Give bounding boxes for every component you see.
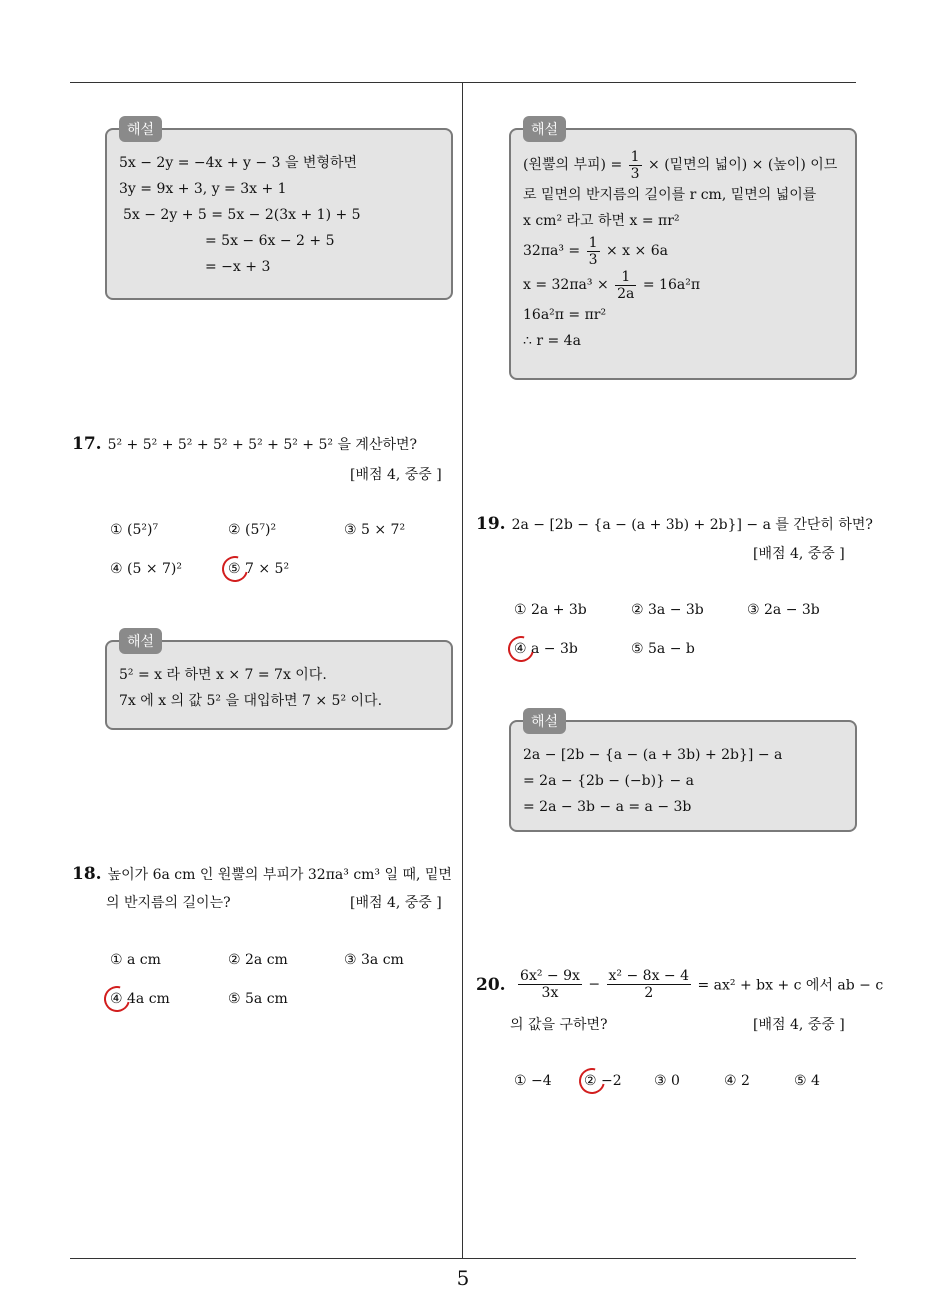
fraction-denominator: 3x bbox=[541, 985, 559, 1001]
solution-line: = 2a − {2b − (−b)} − a bbox=[523, 773, 694, 789]
question-text: 5² + 5² + 5² + 5² + 5² + 5² + 5² 을 계산하면? bbox=[107, 437, 418, 453]
choice-3[interactable]: ③ 3a cm bbox=[344, 952, 404, 968]
question-18-line2: 의 반지름의 길이는? bbox=[106, 895, 231, 911]
question-number: 17. bbox=[72, 434, 102, 454]
score-label: [배점 4, 중중 ] bbox=[753, 546, 845, 562]
solution-line bbox=[523, 268, 843, 302]
solution-line: 5x − 2y = −4x + y − 3 을 변형하면 bbox=[119, 155, 358, 171]
fraction-numerator: 1 bbox=[630, 148, 640, 165]
solution-line bbox=[523, 148, 843, 182]
fraction bbox=[629, 149, 642, 182]
question-17 bbox=[72, 434, 417, 454]
solution-text: = 16a²π bbox=[642, 277, 701, 293]
choice-5[interactable]: ⑤ 7 × 5² bbox=[228, 561, 290, 577]
question-number: 20. bbox=[476, 974, 506, 995]
solution-box-17 bbox=[105, 634, 453, 730]
top-rule bbox=[70, 82, 856, 83]
solution-line: = −x + 3 bbox=[205, 259, 271, 275]
choice-3[interactable]: ③ 0 bbox=[654, 1073, 680, 1089]
question-20 bbox=[476, 968, 883, 1001]
solution-line: 2a − [2b − {a − (a + 3b) + 2b}] − a bbox=[523, 747, 783, 763]
solution-line: = 2a − 3b − a = a − 3b bbox=[523, 799, 692, 815]
question-text: 높이가 6a cm 인 원뿔의 부피가 32πa³ cm³ 일 때, 밑면 bbox=[107, 867, 452, 883]
bottom-rule bbox=[70, 1258, 856, 1259]
choice-1[interactable]: ① 2a + 3b bbox=[514, 602, 587, 618]
score-label: [배점 4, 중중 ] bbox=[350, 895, 442, 911]
solution-line bbox=[523, 234, 843, 268]
solution-line: ∴ r = 4a bbox=[523, 333, 581, 349]
choice-2[interactable]: ② (5⁷)² bbox=[228, 522, 277, 538]
fraction-numerator: x² − 8x − 4 bbox=[608, 968, 690, 984]
solution-box-19 bbox=[509, 714, 857, 832]
solution-line: = 5x − 6x − 2 + 5 bbox=[205, 233, 335, 249]
answer-mark-circle bbox=[99, 981, 135, 1017]
choice-4[interactable]: ④ 2 bbox=[724, 1073, 750, 1089]
operator: − bbox=[588, 976, 601, 993]
fraction bbox=[587, 235, 600, 268]
question-18 bbox=[72, 864, 452, 884]
fraction-numerator: 1 bbox=[588, 234, 598, 251]
choice-4[interactable]: ④ (5 × 7)² bbox=[110, 561, 182, 577]
solution-line: 16a²π = πr² bbox=[523, 307, 607, 323]
score-label: [배점 4, 중중 ] bbox=[753, 1017, 845, 1033]
solution-text: (원뿔의 부피) = bbox=[523, 157, 623, 173]
solution-line: x cm² 라고 하면 x = πr² bbox=[523, 213, 680, 229]
solution-line: 5x − 2y + 5 = 5x − 2(3x + 1) + 5 bbox=[123, 207, 361, 223]
choice-5[interactable]: ⑤ 4 bbox=[794, 1073, 820, 1089]
score-label: [배점 4, 중중 ] bbox=[350, 467, 442, 483]
choice-2[interactable]: ② 2a cm bbox=[228, 952, 288, 968]
choice-1[interactable]: ① a cm bbox=[110, 952, 161, 968]
fraction bbox=[607, 968, 691, 1001]
question-number: 18. bbox=[72, 864, 102, 884]
solution-line: 로 밑면의 반지름의 길이를 r cm, 밑면의 넓이를 bbox=[523, 187, 817, 203]
solution-box-18 bbox=[509, 122, 857, 380]
question-text: 2a − [2b − {a − (a + 3b) + 2b}] − a 를 간단히 하면? bbox=[511, 517, 873, 533]
solution-text: × (밑면의 넓이) × (높이) 이므 bbox=[648, 157, 838, 173]
fraction-denominator: 3 bbox=[588, 251, 598, 268]
question-text: = ax² + bx + c 에서 ab − c bbox=[697, 977, 884, 994]
column-divider bbox=[462, 82, 463, 1258]
solution-line: 5² = x 라 하면 x × 7 = 7x 이다. bbox=[119, 667, 327, 683]
question-20-line2: 의 값을 구하면? bbox=[510, 1017, 608, 1033]
solution-label: 해설 bbox=[523, 708, 566, 734]
solution-line: 3y = 9x + 3, y = 3x + 1 bbox=[119, 181, 287, 197]
answer-mark-circle bbox=[217, 551, 253, 587]
question-number: 19. bbox=[476, 514, 506, 534]
choice-3[interactable]: ③ 5 × 7² bbox=[344, 522, 406, 538]
choice-4[interactable]: ④ 4a cm bbox=[110, 991, 170, 1007]
choice-5[interactable]: ⑤ 5a cm bbox=[228, 991, 288, 1007]
fraction-numerator: 1 bbox=[615, 269, 636, 286]
solution-label: 해설 bbox=[523, 116, 566, 142]
fraction bbox=[518, 968, 582, 1001]
solution-box-16 bbox=[105, 122, 453, 300]
solution-text: 32πa³ = bbox=[523, 243, 581, 259]
fraction-numerator: 6x² − 9x bbox=[520, 968, 580, 984]
choice-3[interactable]: ③ 2a − 3b bbox=[747, 602, 820, 618]
solution-text: × x × 6a bbox=[605, 243, 668, 259]
question-19 bbox=[476, 514, 873, 534]
choice-5[interactable]: ⑤ 5a − b bbox=[631, 641, 695, 657]
solution-label: 해설 bbox=[119, 116, 162, 142]
fraction-denominator: 2 bbox=[644, 985, 654, 1001]
solution-text: x = 32πa³ × bbox=[523, 277, 609, 293]
choice-2[interactable]: ② −2 bbox=[584, 1073, 622, 1089]
answer-mark-circle bbox=[503, 631, 539, 667]
solution-line: 7x 에 x 의 값 5² 을 대입하면 7 × 5² 이다. bbox=[119, 693, 383, 709]
choice-1[interactable]: ① (5²)⁷ bbox=[110, 522, 159, 538]
choice-2[interactable]: ② 3a − 3b bbox=[631, 602, 704, 618]
solution-label: 해설 bbox=[119, 628, 162, 654]
choice-1[interactable]: ① −4 bbox=[514, 1073, 552, 1089]
fraction-denominator: 2a bbox=[617, 285, 635, 302]
answer-mark-circle bbox=[574, 1063, 610, 1099]
fraction-denominator: 3 bbox=[630, 165, 640, 182]
page-number: 5 bbox=[456, 1266, 470, 1290]
fraction bbox=[615, 269, 636, 302]
choice-4[interactable]: ④ a − 3b bbox=[514, 641, 578, 657]
